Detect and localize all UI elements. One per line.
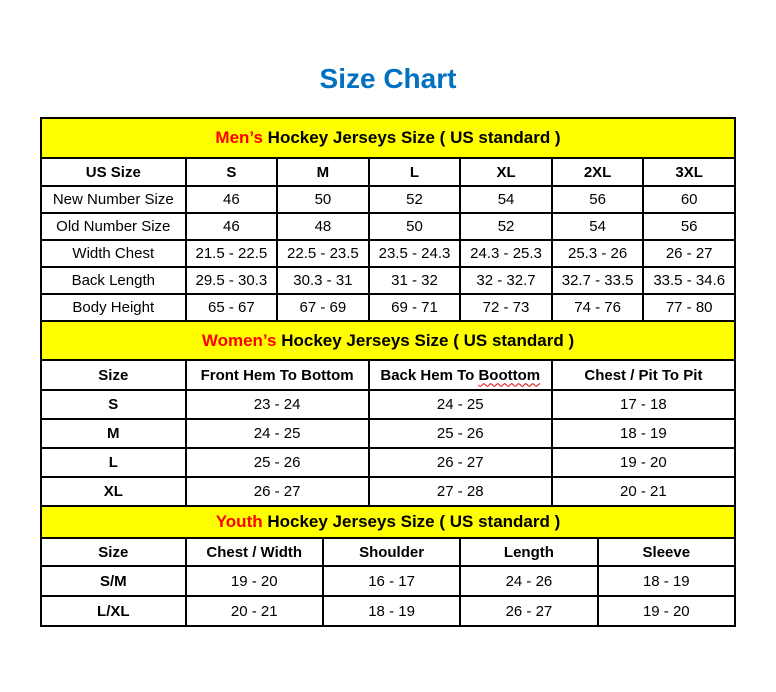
table-cell: 56	[552, 186, 644, 213]
column-header: M	[277, 158, 369, 186]
mens-header-row	[41, 158, 735, 186]
column-header: Sleeve	[598, 538, 735, 566]
youth-header-row	[41, 538, 735, 566]
table-row	[41, 596, 735, 626]
column-header: Chest / Width	[186, 538, 323, 566]
table-cell: 69 - 71	[369, 294, 461, 321]
column-header-text: Back Hem To	[380, 366, 479, 384]
table-cell: 23.5 - 24.3	[369, 240, 461, 267]
womens-header-row	[41, 360, 735, 390]
table-row	[41, 477, 735, 506]
table-cell: 26 - 27	[643, 240, 735, 267]
table-cell: 52	[369, 186, 461, 213]
table-cell: 26 - 27	[369, 448, 552, 477]
table-cell: 19 - 20	[598, 596, 735, 626]
row-label: XL	[41, 477, 186, 506]
table-cell: 50	[277, 186, 369, 213]
column-header: XL	[460, 158, 552, 186]
womens-banner-cell	[41, 321, 735, 360]
table-cell: 22.5 - 23.5	[277, 240, 369, 267]
page-title: Size Chart	[319, 63, 457, 94]
column-header: Length	[460, 538, 597, 566]
column-header	[369, 360, 552, 390]
table-cell: 29.5 - 30.3	[186, 267, 278, 294]
row-label: S	[41, 390, 186, 419]
table-cell: 52	[460, 213, 552, 240]
table-cell: 25 - 26	[186, 448, 369, 477]
table-cell: 18 - 19	[552, 419, 735, 448]
column-header: L	[369, 158, 461, 186]
table-cell: 27 - 28	[369, 477, 552, 506]
table-cell: 18 - 19	[323, 596, 460, 626]
table-cell: 24 - 25	[369, 390, 552, 419]
table-cell: 19 - 20	[552, 448, 735, 477]
table-row	[41, 294, 735, 321]
size-chart-table	[40, 117, 736, 627]
column-header: Shoulder	[323, 538, 460, 566]
column-header: Size	[41, 538, 186, 566]
row-label: S/M	[41, 566, 186, 596]
size-chart	[40, 117, 736, 627]
table-cell: 74 - 76	[552, 294, 644, 321]
table-cell: 20 - 21	[186, 596, 323, 626]
table-cell: 54	[460, 186, 552, 213]
table-row	[41, 267, 735, 294]
table-cell: 26 - 27	[186, 477, 369, 506]
table-row	[41, 240, 735, 267]
table-cell: 16 - 17	[323, 566, 460, 596]
column-header: Chest / Pit To Pit	[552, 360, 735, 390]
table-cell: 18 - 19	[598, 566, 735, 596]
mens-banner-cell	[41, 118, 735, 158]
table-cell: 50	[369, 213, 461, 240]
column-header: Size	[41, 360, 186, 390]
table-cell: 30.3 - 31	[277, 267, 369, 294]
row-label: Back Length	[41, 267, 186, 294]
column-header: 2XL	[552, 158, 644, 186]
table-cell: 23 - 24	[186, 390, 369, 419]
table-row	[41, 186, 735, 213]
table-cell: 32 - 32.7	[460, 267, 552, 294]
table-cell: 54	[552, 213, 644, 240]
row-label: Body Height	[41, 294, 186, 321]
table-cell: 72 - 73	[460, 294, 552, 321]
youth-section-banner	[41, 506, 735, 538]
row-label: L	[41, 448, 186, 477]
table-cell: 33.5 - 34.6	[643, 267, 735, 294]
womens-section-banner	[41, 321, 735, 360]
table-cell: 46	[186, 213, 278, 240]
table-cell: 60	[643, 186, 735, 213]
table-cell: 77 - 80	[643, 294, 735, 321]
row-label: L/XL	[41, 596, 186, 626]
column-header: Front Hem To Bottom	[186, 360, 369, 390]
row-label: Width Chest	[41, 240, 186, 267]
table-row	[41, 213, 735, 240]
column-header: US Size	[41, 158, 186, 186]
table-row	[41, 566, 735, 596]
table-row	[41, 448, 735, 477]
table-cell: 25.3 - 26	[552, 240, 644, 267]
table-cell: 46	[186, 186, 278, 213]
table-cell: 31 - 32	[369, 267, 461, 294]
table-cell: 65 - 67	[186, 294, 278, 321]
table-cell: 32.7 - 33.5	[552, 267, 644, 294]
table-cell: 19 - 20	[186, 566, 323, 596]
table-cell: 25 - 26	[369, 419, 552, 448]
mens-section-banner	[41, 118, 735, 158]
row-label: Old Number Size	[41, 213, 186, 240]
table-cell: 24.3 - 25.3	[460, 240, 552, 267]
table-row	[41, 419, 735, 448]
table-cell: 67 - 69	[277, 294, 369, 321]
table-cell: 20 - 21	[552, 477, 735, 506]
table-cell: 26 - 27	[460, 596, 597, 626]
table-cell: 24 - 26	[460, 566, 597, 596]
table-cell: 21.5 - 22.5	[186, 240, 278, 267]
womens-banner-highlight: Women’s	[201, 330, 277, 350]
youth-banner-text: Hockey Jerseys Size ( US standard )	[262, 512, 561, 531]
mens-banner-text: Hockey Jerseys Size ( US standard )	[262, 128, 561, 147]
mens-banner-highlight: Men’s	[215, 128, 263, 147]
column-header: S	[186, 158, 278, 186]
youth-banner-cell	[41, 506, 735, 538]
table-cell: 17 - 18	[552, 390, 735, 419]
row-label: M	[41, 419, 186, 448]
column-header: 3XL	[643, 158, 735, 186]
table-cell: 56	[643, 213, 735, 240]
womens-banner-text: Hockey Jerseys Size ( US standard )	[276, 330, 575, 350]
table-cell: 24 - 25	[186, 419, 369, 448]
row-label: New Number Size	[41, 186, 186, 213]
table-cell: 48	[277, 213, 369, 240]
youth-banner-highlight: Youth	[215, 512, 263, 531]
misspelled-word: Boottom	[478, 366, 541, 384]
table-row	[41, 390, 735, 419]
